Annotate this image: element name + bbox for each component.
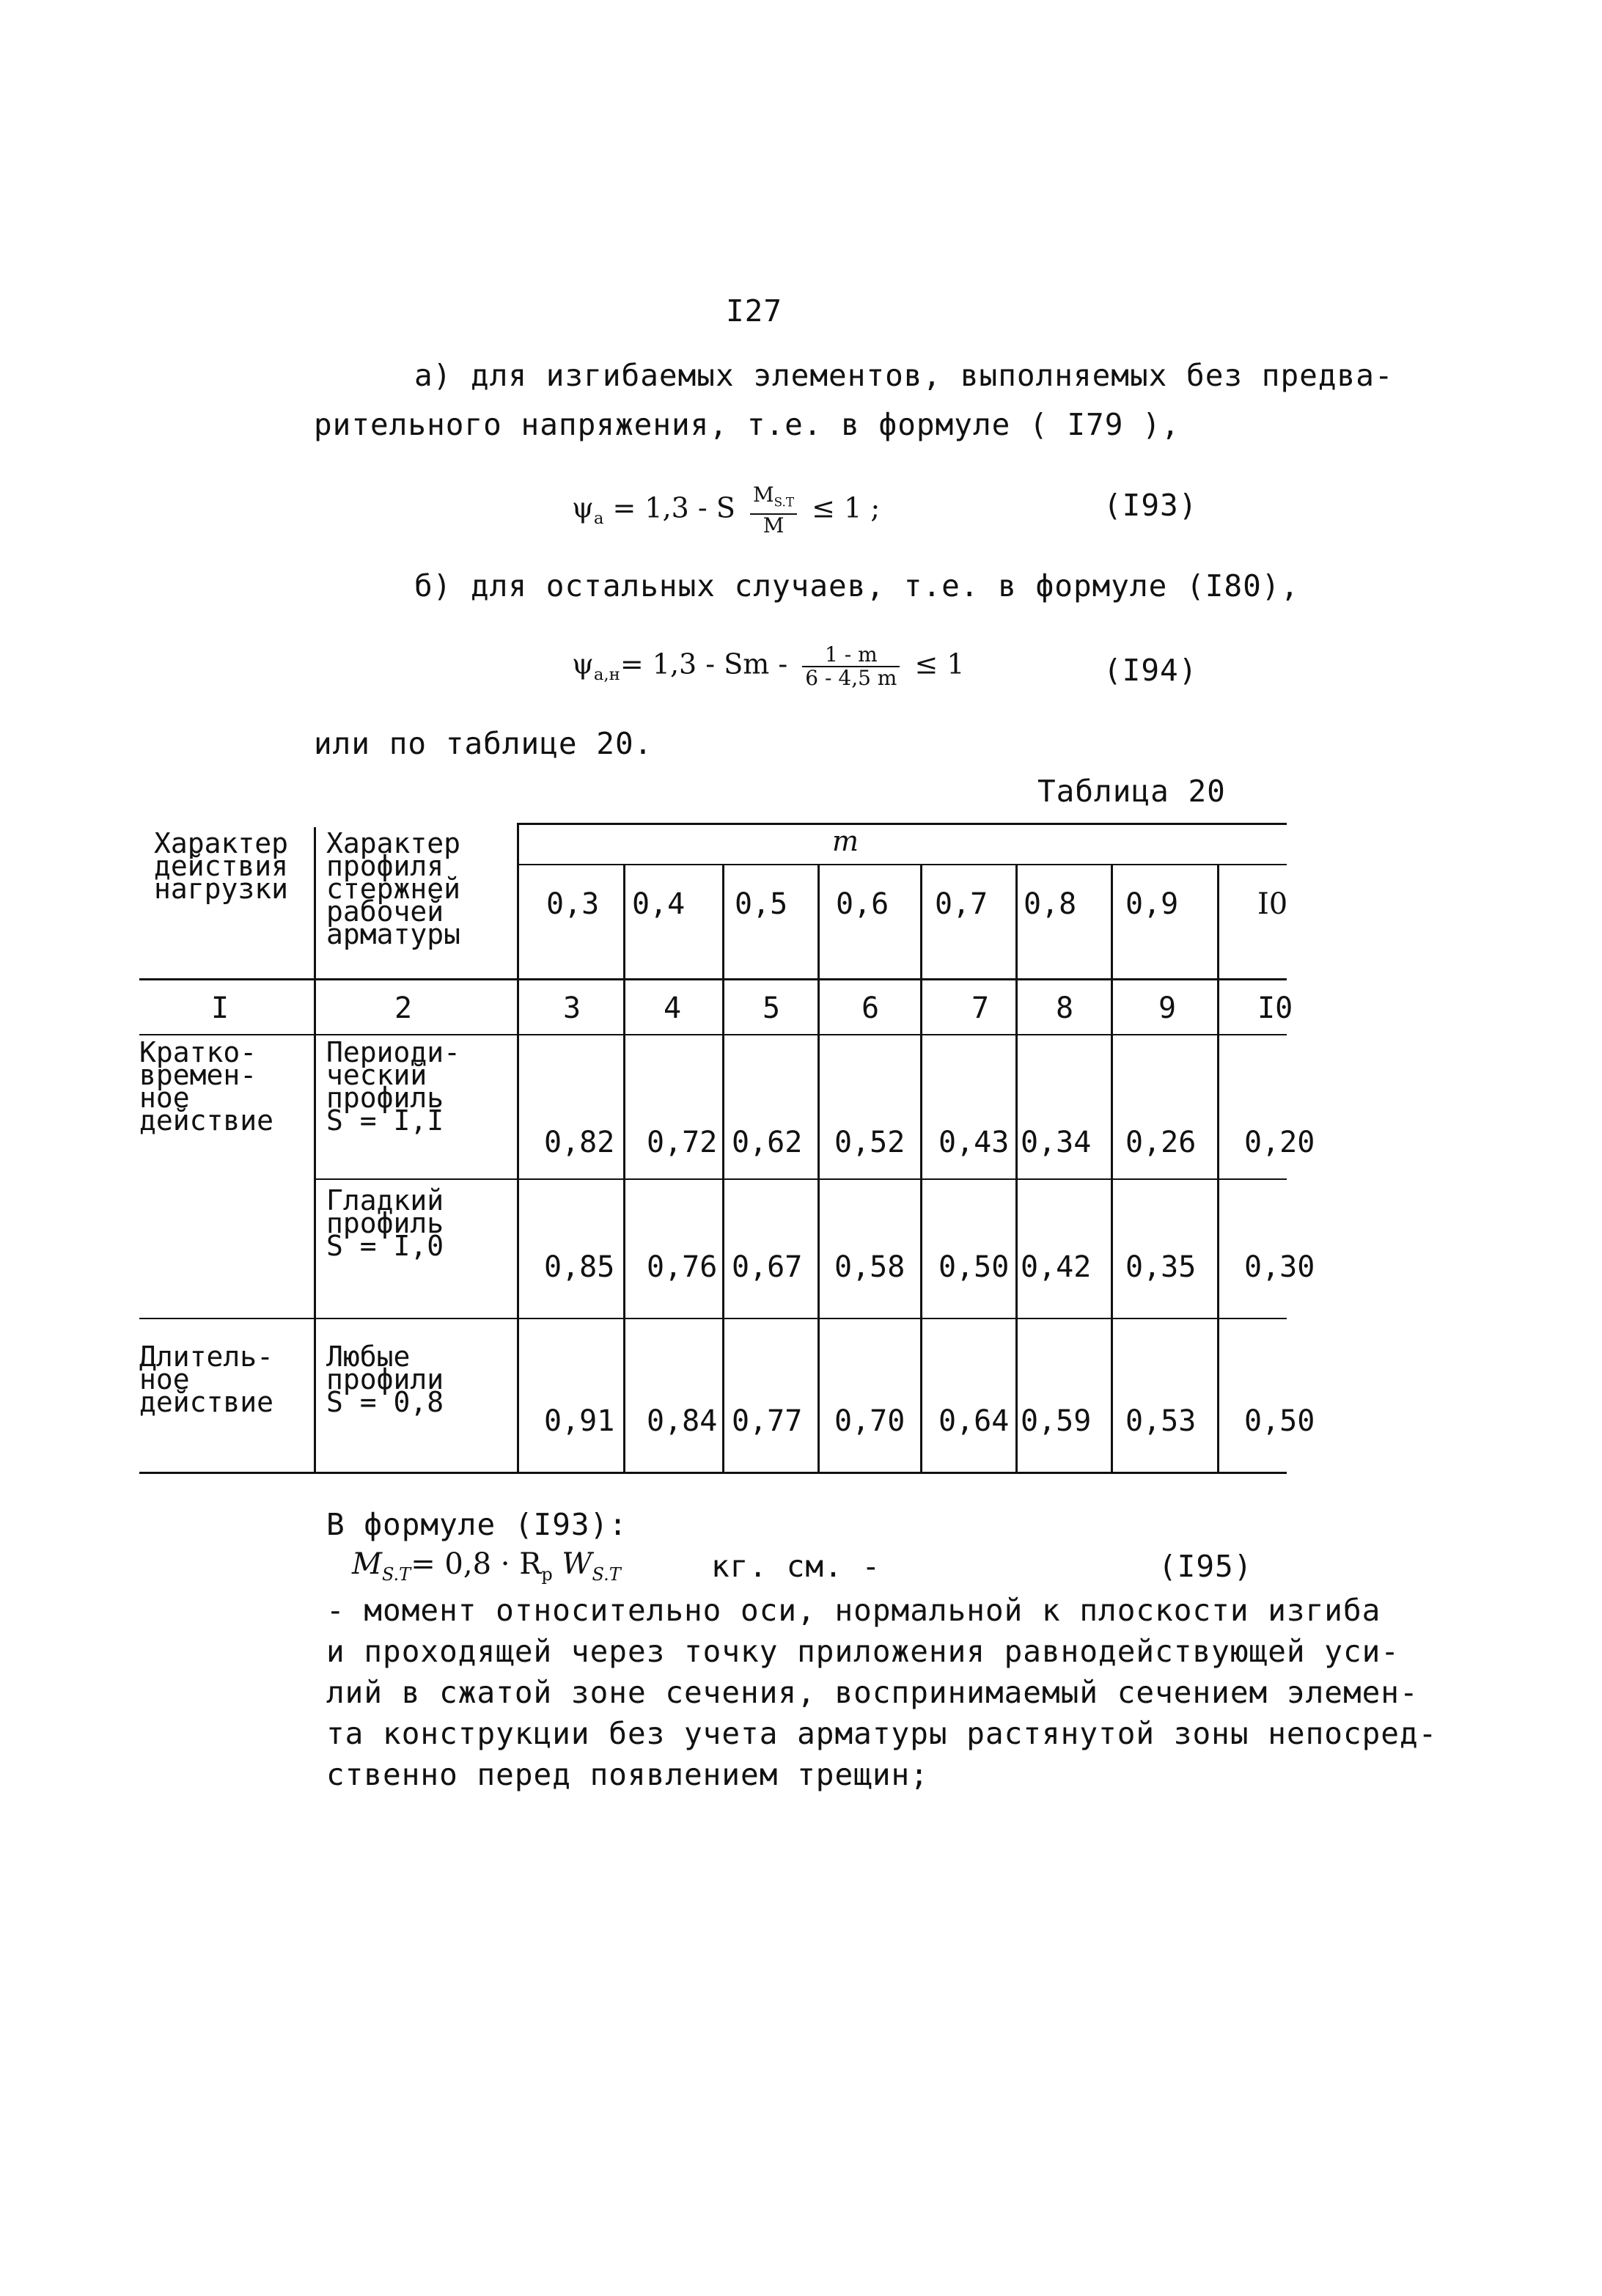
column-number: 3 [563, 991, 581, 1025]
m-value: 0,3 [546, 887, 600, 921]
equation-193-number: (I93) [1103, 488, 1198, 523]
row-profile-smooth: Гладкий профиль S = I,0 [326, 1184, 444, 1262]
eq194-fraction: $\frac{1 - m}{6 - 4,5 m}$ [802, 644, 900, 689]
table-cell: 0,50 [938, 1250, 1010, 1284]
m-value: 0,8 [1024, 887, 1077, 921]
paragraph-a-line2: рительного напряжения, т.е. в формуле ( I79 ), [314, 407, 1180, 442]
eq193-fraction: $\frac{M_{S.T}}{M}$ [750, 484, 797, 537]
table-bottom-rule [139, 1472, 1287, 1474]
table-cell: 0,52 [834, 1126, 905, 1159]
table-row1-rule [314, 1178, 1287, 1180]
m-value: 0,7 [935, 887, 988, 921]
table-vline [1015, 865, 1018, 1472]
row-load-short-term: Кратко- времен- ное действие [139, 1036, 274, 1137]
table-top-rule [517, 823, 1287, 825]
table-vline [623, 865, 625, 1472]
equation-195-unit: кг. см. - [711, 1549, 881, 1584]
column-number: I0 [1257, 991, 1293, 1025]
header-load-character: Характер действия нагрузки [154, 827, 289, 905]
column-number: 7 [971, 991, 990, 1025]
table-m-rule [517, 864, 1287, 865]
column-number: 2 [394, 991, 413, 1025]
table-vline [817, 865, 820, 1472]
paragraph-b: б) для остальных случаев, т.е. в формуле (I80), [414, 568, 1300, 604]
m-value: 0,9 [1125, 887, 1179, 921]
table-cell: 0,42 [1021, 1250, 1092, 1284]
table-cell: 0,30 [1244, 1250, 1315, 1284]
table-reference: или по таблице 20. [314, 726, 653, 761]
in-formula-label: В формуле (I93): [326, 1507, 628, 1542]
m-value: 0,6 [836, 887, 889, 921]
table-vline [1217, 865, 1219, 1472]
table-caption: Таблица 20 [1037, 774, 1226, 809]
table-colnum-rule [139, 1034, 1287, 1035]
table-cell: 0,70 [834, 1404, 905, 1438]
table-row2-rule [139, 1318, 1287, 1319]
table-cell: 0,64 [938, 1404, 1010, 1438]
equation-193: $\psi_a = 1,3 - S$ $\frac{M_{S.T}}{M}$ ≤ 1 ; [572, 483, 881, 538]
m-value: 0,4 [632, 887, 686, 921]
table-vline [1111, 865, 1113, 1472]
table-cell: 0,84 [647, 1404, 718, 1438]
table-header-rule [139, 978, 1287, 980]
table-cell: 0,35 [1125, 1250, 1197, 1284]
table-vline [920, 865, 922, 1472]
table-vline [517, 823, 519, 1472]
column-number: 4 [664, 991, 682, 1025]
m-value: I0 [1257, 887, 1288, 921]
table-cell: 0,43 [938, 1126, 1010, 1159]
column-number: 8 [1056, 991, 1074, 1025]
paragraph-a-line1: а) для изгибаемых элементов, выполняемых без предва- [414, 358, 1394, 393]
equation-195-number: (I95) [1158, 1549, 1253, 1584]
column-number: 9 [1158, 991, 1177, 1025]
table-cell: 0,59 [1021, 1404, 1092, 1438]
body-line: та конструкции без учета арматуры растянутой зоны непосред- [326, 1716, 1438, 1751]
table-cell: 0,77 [732, 1404, 803, 1438]
table-cell: 0,67 [732, 1250, 803, 1284]
header-m: m [832, 825, 859, 857]
eq193-lhs: ψ [572, 491, 594, 524]
body-line: и проходящей через точку приложения равнодействующей уси- [326, 1634, 1400, 1669]
table-cell: 0,76 [647, 1250, 718, 1284]
table-vline [722, 865, 724, 1472]
table-cell: 0,82 [544, 1126, 615, 1159]
table-cell: 0,85 [544, 1250, 615, 1284]
m-value: 0,5 [735, 887, 788, 921]
body-line: ственно перед появлением трещин; [326, 1757, 929, 1792]
page-number: I27 [726, 293, 783, 329]
equation-194-number: (I94) [1103, 653, 1198, 688]
table-cell: 0,72 [647, 1126, 718, 1159]
table-cell: 0,50 [1244, 1404, 1315, 1438]
body-line: - момент относительно оси, нормальной к плоскости изгиба [326, 1593, 1381, 1628]
equation-194: $\psi_{a,н}= 1,3 - Sm$ - $\frac{1 - m}{6 - 4,5 m}$ ≤ 1 [572, 642, 965, 690]
header-profile-character: Характер профиля стержней рабочей арматуры [326, 827, 461, 950]
table-cell: 0,62 [732, 1126, 803, 1159]
table-cell: 0,34 [1021, 1126, 1092, 1159]
body-line: лий в сжатой зоне сечения, воспринимаемый сечением элемен- [326, 1675, 1419, 1710]
row-profile-any: Любые профили S = 0,8 [326, 1340, 444, 1418]
table-cell: 0,20 [1244, 1126, 1315, 1159]
row-load-long-term: Длитель- ное действие [139, 1340, 274, 1418]
table-vline [314, 827, 316, 1472]
column-number: 6 [861, 991, 880, 1025]
table-cell: 0,53 [1125, 1404, 1197, 1438]
equation-195: $M_{S.T}= 0,8 \cdot R_p$ $W_{S.T}$ [352, 1547, 621, 1585]
column-number: 5 [763, 991, 781, 1025]
table-cell: 0,58 [834, 1250, 905, 1284]
row-profile-periodic: Периоди- ческий профиль S = I,I [326, 1036, 461, 1137]
column-number: I [211, 991, 229, 1025]
table-cell: 0,26 [1125, 1126, 1197, 1159]
table-cell: 0,91 [544, 1404, 615, 1438]
